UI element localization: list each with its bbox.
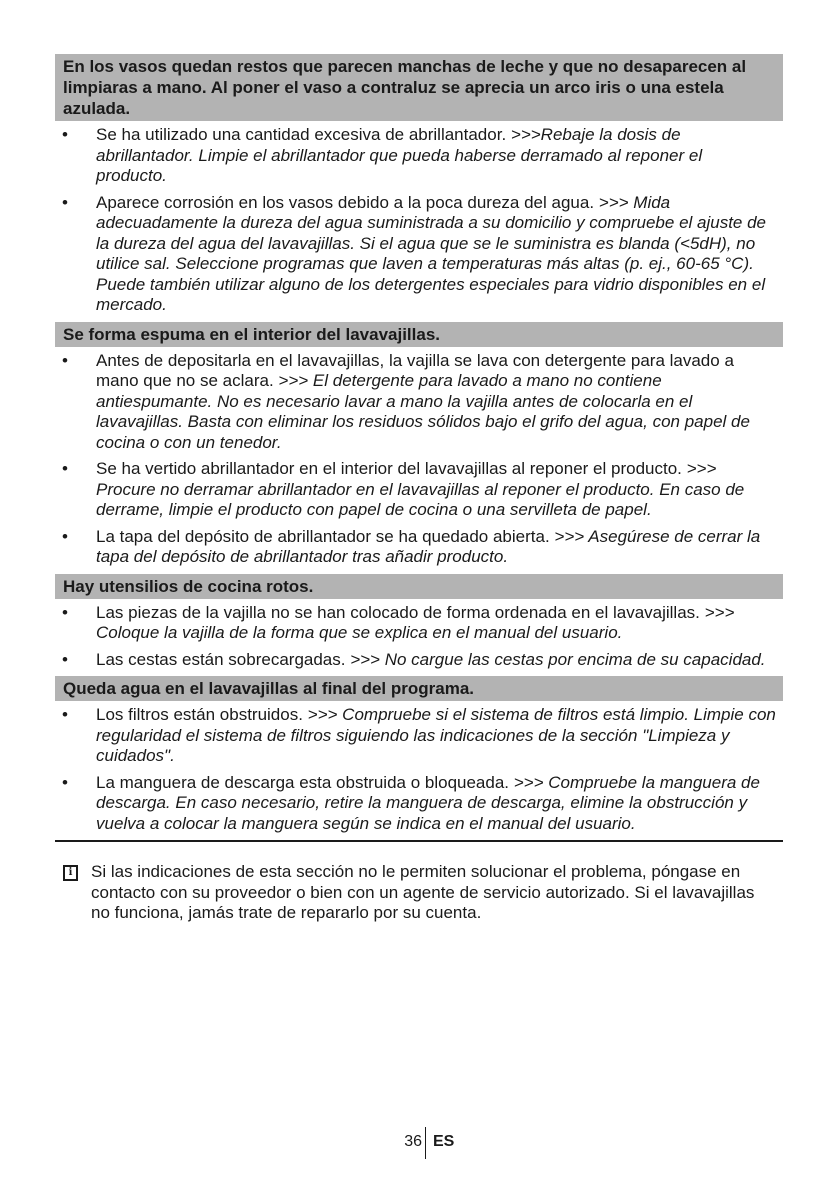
list-item [55,527,783,568]
item-cause: Los filtros están obstruidos. [96,705,308,724]
item-remedy: >>> Compruebe la manguera de descarga. En caso necesario, retire la manguera de descarga, elimine la obstrucción y vuelva a colocar la manguera según se indica en el manual del usuario. [96,772,760,833]
section-divider [55,840,783,842]
troubleshooting-section [55,574,783,671]
bullet: • [62,602,68,622]
bullet: • [62,459,68,478]
item-remedy: >>> Procure no derramar abrillantador en el lavavajillas al reponer el producto. En caso de derrame, limpie el producto con papel de cocina o una servilleta de papel. [96,459,745,519]
list-item [55,603,783,644]
bullet: • [62,192,68,212]
item-cause: Las cestas están sobrecargadas. [96,649,351,669]
item-remedy: >>> Asegúrese de cerrar la tapa del depósito de abrillantador tras añadir producto. [96,526,761,566]
bullet: • [62,649,68,669]
list-item [55,705,783,767]
list-item [55,650,783,671]
section-heading: Queda agua en el lavavajillas al final del programa. [55,676,783,701]
section-heading: Hay utensilios de cocina rotos. [55,574,783,599]
bullet: • [62,772,68,792]
troubleshooting-section [55,322,783,568]
troubleshooting-content [55,54,783,924]
troubleshooting-section [55,676,783,834]
item-remedy: >>>Rebaje la dosis de abrillantador. Limpie el abrillantador que pueda haberse derramado al reponer el producto. [96,125,703,185]
bullet: • [62,705,68,724]
item-cause: La manguera de descarga esta obstruida o bloqueada. [96,772,514,792]
language-code: ES [433,1133,455,1150]
info-icon: i [63,865,78,881]
item-remedy: >>> Compruebe si el sistema de filtros está limpio. Limpie con regularidad el sistema de filtros siguiendo las indicaciones de la sección "Limpieza y cuidados". [96,705,776,765]
item-remedy: >>> Mida adecuadamente la dureza del agua suministrada a su domicilio y compruebe el ajuste de la dureza del agua del lavavajillas. Si el agua que se le suministra es blanda (<5dH), no utilice sal. Seleccione programas que laven a temperaturas más altas (p. ej., 60-65 °C). Puede también utilizar alguno de los detergentes especiales para vidrio disponibles en el mercado. [96,192,767,314]
info-note [55,862,783,924]
list-item [55,459,783,521]
troubleshooting-section [55,54,783,316]
footer-separator [425,1127,426,1159]
item-cause: La tapa del depósito de abrillantador se ha quedado abierta. [96,526,555,546]
item-remedy: >>> Coloque la vajilla de la forma que se explica en el manual del usuario. [96,602,735,642]
info-text: Si las indicaciones de esta sección no le permiten solucionar el problema, póngase en contacto con su proveedor o bien con un agente de servicio autorizado. Si el lavavajillas no funciona, jamás trate de repararlo por su cuenta. [91,862,755,922]
item-cause: Se ha utilizado una cantidad excesiva de abrillantador. [96,125,511,144]
bullet: • [62,526,68,546]
page-number: 36 [404,1133,422,1150]
item-cause: Antes de depositarla en el lavavajillas, la vajilla se lava con detergente para lavado a mano que no se aclara. [96,350,734,390]
list-item [55,125,783,187]
bullet: • [62,350,68,370]
item-remedy: >>> No cargue las cestas por encima de su capacidad. [350,649,766,669]
section-heading: Se forma espuma en el interior del lavavajillas. [55,322,783,347]
item-remedy: >>> El detergente para lavado a mano no contiene antiespumante. No es necesario lavar a mano la vajilla antes de colocarla en el lavavajillas. Basta con eliminar los residuos sólidos bajo el grifo del agua, con papel de cocina o con un tenedor. [96,371,750,452]
item-cause: Se ha vertido abrillantador en el interior del lavavajillas al reponer el producto. [96,459,687,478]
section-heading: En los vasos quedan restos que parecen manchas de leche y que no desaparecen al limpiaras a mano. Al poner el vaso a contraluz se aprecia un arco iris o una estela azulada. [55,54,783,121]
list-item [55,351,783,454]
item-cause: Aparece corrosión en los vasos debido a la poca dureza del agua. [96,192,599,212]
list-item [55,773,783,835]
list-item [55,193,783,316]
item-cause: Las piezas de la vajilla no se han colocado de forma ordenada en el lavavajillas. [96,602,705,622]
bullet: • [62,125,68,144]
